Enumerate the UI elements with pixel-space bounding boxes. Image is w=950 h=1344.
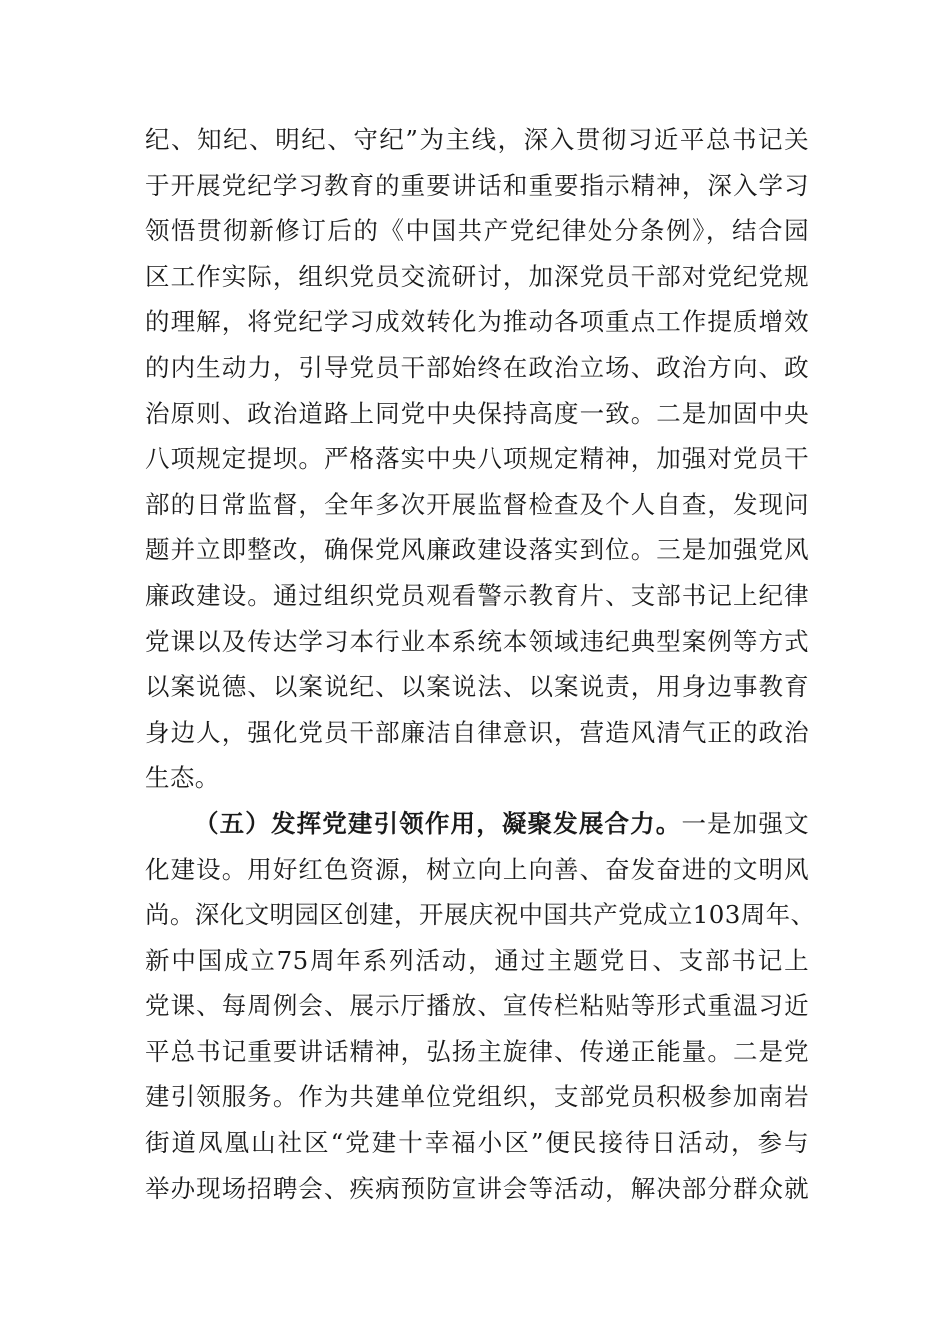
text-line: 党课、每周例会、展示厅播放、宣传栏粘贴等形式重温习近 xyxy=(145,991,809,1021)
text-line: 身边人，强化党员干部廉洁自律意识，营造风清气正的政治 xyxy=(145,717,809,747)
text-run: 一是加强文 xyxy=(681,808,809,838)
text-line: 平总书记重要讲话精神，弘扬主旋律、传递正能量。二是党 xyxy=(145,1036,809,1066)
text-line: 纪、知纪、明纪、守纪”为主线，深入贯彻习近平总书记关 xyxy=(145,125,809,154)
body-text xyxy=(145,117,816,1211)
text-line: 街道凤凰山社区“党建十幸福小区”便民接待日活动，参与 xyxy=(145,1128,809,1158)
text-line: 八项规定提坝。严格落实中央八项规定精神，加强对党员干 xyxy=(145,444,809,474)
paragraph-2-first-line xyxy=(145,801,809,847)
text-line: 化建设。用好红色资源，树立向上向善、奋发奋进的文明风 xyxy=(145,854,809,884)
text-line: 建引领服务。作为共建单位党组织，支部党员积极参加南岩 xyxy=(145,1082,809,1112)
text-line: 党课以及传达学习本行业本系统本领域违纪典型案例等方式 xyxy=(145,626,809,656)
text-line: 以案说德、以案说纪、以案说法、以案说责，用身边事教育 xyxy=(145,672,809,702)
text-line: 的内生动力，引导党员干部始终在政治立场、政治方向、政 xyxy=(145,352,809,382)
text-line: 部的日常监督，全年多次开展监督检查及个人自查，发现问 xyxy=(145,489,809,519)
text-line: 于开展党纪学习教育的重要讲话和重要指示精神，深入学习 xyxy=(145,170,809,200)
section-heading: （五）发挥党建引领作用，凝聚发展合力。 xyxy=(194,808,682,838)
paragraph-2 xyxy=(145,801,816,1211)
text-line: 治原则、政治道路上同党中央保持高度一致。二是加固中央 xyxy=(145,398,809,428)
text-line: 尚。深化文明园区创建，开展庆祝中国共产党成立103周年、 xyxy=(145,900,816,930)
text-line: 区工作实际，组织党员交流研讨，加深党员干部对党纪党规 xyxy=(145,261,809,291)
text-line: 生态。 xyxy=(145,763,220,793)
text-line: 举办现场招聘会、疾病预防宣讲会等活动，解决部分群众就 xyxy=(145,1173,809,1203)
text-line: 新中国成立75周年系列活动，通过主题党日、支部书记上 xyxy=(145,945,809,975)
text-line: 廉政建设。通过组织党员观看警示教育片、支部书记上纪律 xyxy=(145,580,809,610)
text-line: 的理解，将党纪学习成效转化为推动各项重点工作提质增效 xyxy=(145,307,809,337)
text-line: 领悟贯彻新修订后的《中国共产党纪律处分条例》，结合园 xyxy=(145,216,809,246)
paragraph-1 xyxy=(145,117,809,801)
text-line: 题并立即整改，确保党风廉政建设落实到位。三是加强党风 xyxy=(145,535,809,565)
